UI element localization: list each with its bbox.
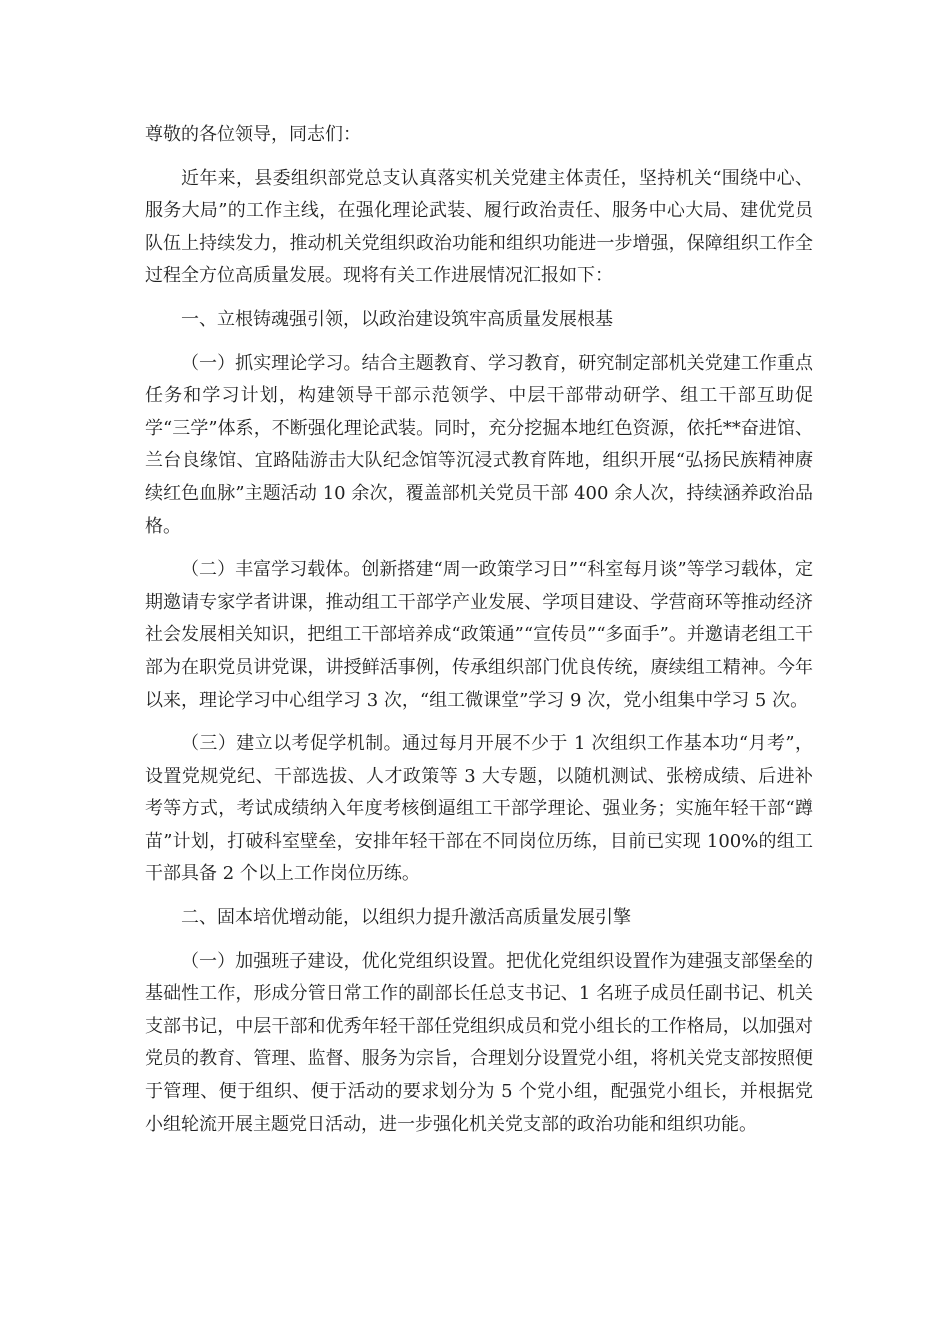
- greeting: 尊敬的各位领导，同志们：: [145, 124, 361, 145]
- document-body: [145, 119, 813, 1152]
- section-1-paragraph-2: （二）丰富学习载体。创新搭建“周一政策学习日”“科室每月谈”等学习载体，定期邀请专家学者讲课，推动组工干部学产业发展、学项目建设、学营商环等推动经济社会发展相关知识，把组工干部培养成“政策通”“宣传员”“多面手”。并邀请老组工干部为在职党员讲党课，讲授鲜活事例，传承组织部门优良传统，赓续组工精神。今年以来，理论学习中心组学习 3 次，“组工微课堂”学习 9 次，党小组集中学习 5 次。: [145, 559, 813, 711]
- section-1-paragraph-3: （三）建立以考促学机制。通过每月开展不少于 1 次组织工作基本功“月考”，设置党规党纪、干部选拔、人才政策等 3 大专题，以随机测试、张榜成绩、后进补考等方式，考试成绩纳入年度考核倒逼组工干部学理论、强业务；实施年轻干部“蹲苗”计划，打破科室壁垒，安排年轻干部在不同岗位历练，目前已实现 100%的组工干部具备 2 个以上工作岗位历练。: [145, 733, 813, 885]
- section-2-heading: 二、固本培优增动能，以组织力提升激活高质量发展引擎: [181, 907, 631, 929]
- section-1-paragraph-1: （一）抓实理论学习。结合主题教育、学习教育，研究制定部机关党建工作重点任务和学习计划，构建领导干部示范领学、中层干部带动研学、组工干部互助促学“三学”体系，不断强化理论武装。同时，充分挖掘本地红色资源，依托**奋进馆、兰台良缘馆、宜路陆游击大队纪念馆等沉浸式教育阵地，组织开展“弘扬民族精神赓续红色血脉”主题活动 10 余次，覆盖部机关党员干部 400 余人次，持续涵养政治品格。: [145, 352, 813, 537]
- intro-paragraph: 近年来，县委组织部党总支认真落实机关党建主体责任，坚持机关“围绕中心、服务大局”的工作主线，在强化理论武装、履行政治责任、服务中心大局、建优党员队伍上持续发力，推动机关党组织政治功能和组织功能进一步增强，保障组织工作全过程全方位高质量发展。现将有关工作进展情况汇报如下：: [145, 167, 813, 287]
- section-2-paragraph-1: （一）加强班子建设，优化党组织设置。把优化党组织设置作为建强支部堡垒的基础性工作，形成分管日常工作的副部长任总支书记、1 名班子成员任副书记、机关支部书记，中层干部和优秀年轻干部任党组织成员和党小组长的工作格局，以加强对党员的教育、管理、监督、服务为宗旨，合理划分设置党小组，将机关党支部按照便于管理、便于组织、便于活动的要求划分为 5 个党小组，配强党小组长，并根据党小组轮流开展主题党日活动，进一步强化机关党支部的政治功能和组织功能。: [145, 950, 813, 1135]
- section-1-heading: 一、立根铸魂强引领，以政治建设筑牢高质量发展根基: [181, 308, 613, 330]
